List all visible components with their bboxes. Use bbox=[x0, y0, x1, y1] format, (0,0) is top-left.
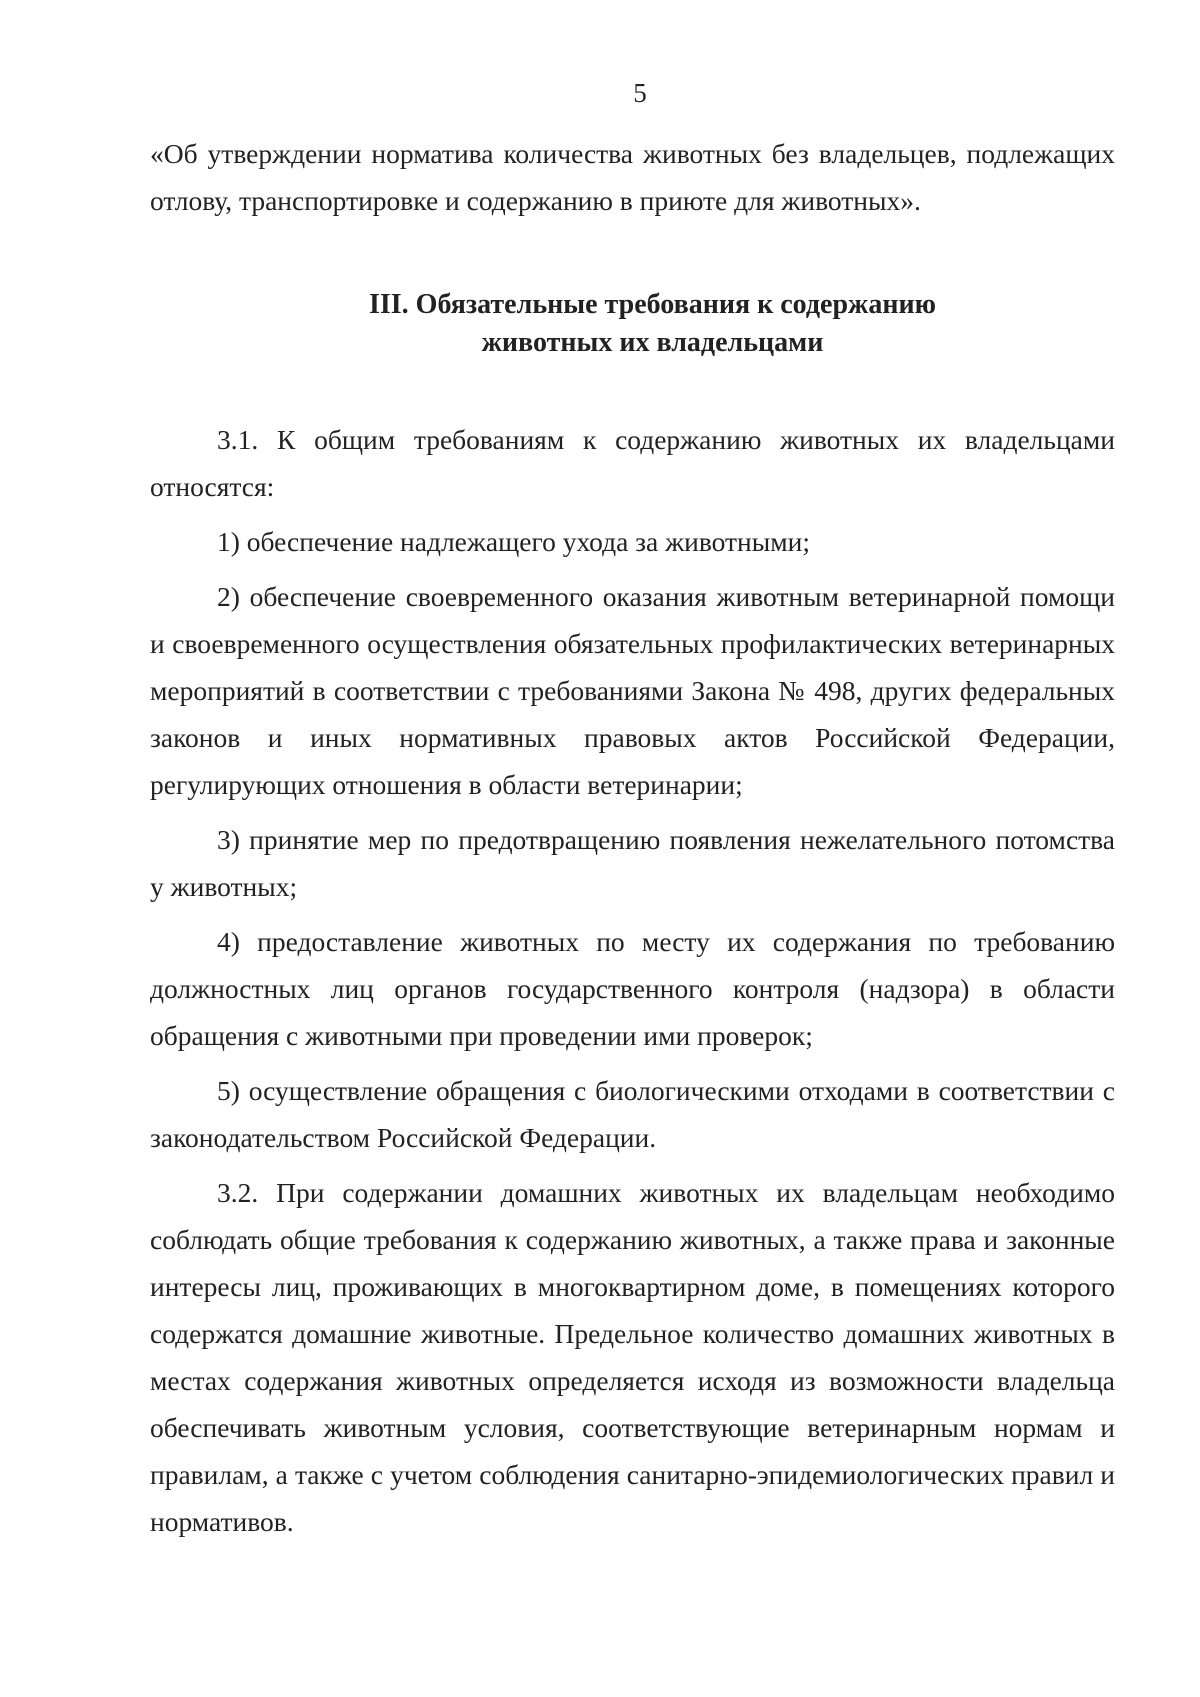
list-item-5: 5) осуществление обращения с биологическими отходами в соответствии с законодательством Российской Федерации. bbox=[150, 1075, 1115, 1153]
section-heading-line-1: III. Обязательные требования к содержанию bbox=[368, 289, 936, 320]
list-item-2: 2) обеспечение своевременного оказания животным ветеринарной помощи и своевременного осуществления обязательных профилактических ветеринарных мероприятий в соответствии с требованиями Закона № 498, других федеральных законов и иных нормативных правовых актов Российской Федерации, регулирующих отношения в области ветеринарии; bbox=[150, 581, 1115, 800]
section-heading-line-2: животных их владельцами bbox=[481, 327, 824, 358]
page-number: 5 bbox=[633, 78, 647, 108]
list-item-4: 4) предоставление животных по месту их содержания по требованию должностных лиц органов государственного контроля (надзора) в области обращения с животными при проведении ими проверок; bbox=[150, 926, 1115, 1051]
intro-continuation: «Об утверждении норматива количества животных без владельцев, подлежащих отлову, транспортировке и содержанию в приюте для животных». bbox=[150, 138, 1115, 216]
section-heading bbox=[150, 286, 1115, 362]
document-body bbox=[150, 130, 1115, 1553]
paragraph-3-2: 3.2. При содержании домашних животных их владельцам необходимо соблюдать общие требования к содержанию животных, а также права и законные интересы лиц, проживающих в многоквартирном доме, в помещениях которого содержатся домашние животные. Предельное количество домашних животных в местах содержания животных определяется исходя из возможности владельца обеспечивать животным условия, соответствующие ветеринарным нормам и правилам, а также с учетом соблюдения санитарно-эпидемиологических правил и нормативов. bbox=[150, 1177, 1115, 1537]
list-item-1: 1) обеспечение надлежащего ухода за животными; bbox=[217, 526, 810, 557]
list-item-3: 3) принятие мер по предотвращению появления нежелательного потомства у животных; bbox=[150, 824, 1115, 902]
paragraph-3-1: 3.1. К общим требованиям к содержанию животных их владельцами относятся: bbox=[150, 424, 1115, 502]
